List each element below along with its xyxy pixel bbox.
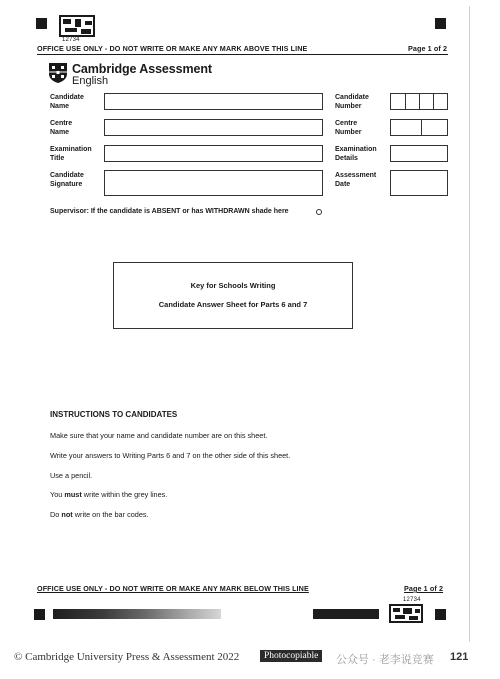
centre-name-label: Centre Name (50, 120, 73, 136)
instruction-line-1: Make sure that your name and candidate number are on this sheet. (50, 431, 268, 440)
logo-title: Cambridge Assessment (72, 62, 212, 76)
instruction-line-5 (50, 510, 149, 519)
absent-withdrawn-radio[interactable] (316, 209, 322, 215)
watermark-text: 公众号 · 老李说竞赛 (336, 654, 434, 666)
timing-bar-right (313, 609, 379, 619)
office-use-line-top (37, 44, 307, 53)
barcode-number-top: 12734 (62, 37, 80, 43)
copyright-notice: © Cambridge University Press & Assessment 2022 (14, 651, 240, 663)
centre-number-label: Centre Number (335, 120, 362, 136)
instruction-line-4 (50, 490, 167, 499)
candidate-name-label: Candidate Name (50, 94, 84, 110)
test-title: Key for Schools Writing (190, 281, 276, 290)
office-use-text-bottom: OFFICE USE ONLY - DO NOT WRITE OR MAKE ANY MARK BELOW THIS LINE (37, 584, 309, 593)
instruction-line-4-post: write within the grey lines. (81, 490, 168, 499)
instruction-line-3: Use a pencil. (50, 471, 93, 480)
test-subtitle: Candidate Answer Sheet for Parts 6 and 7 (158, 300, 308, 309)
candidate-number-field[interactable] (390, 93, 448, 110)
page-number: 121 (450, 651, 469, 663)
top-divider-line (37, 54, 448, 55)
office-use-line-bottom (37, 584, 309, 593)
logo-subtitle: English (72, 75, 109, 87)
barcode-top (59, 15, 95, 37)
registration-mark-top-right (435, 18, 446, 29)
registration-mark-top-left (36, 18, 47, 29)
candidate-number-label: Candidate Number (335, 94, 369, 110)
centre-number-field[interactable] (390, 119, 448, 136)
registration-mark-bottom-left (34, 609, 45, 620)
page-label-bottom-text: Page 1 of 2 (404, 584, 444, 593)
photocopiable-badge: Photocopiable (260, 650, 322, 662)
assessment-date-field[interactable] (390, 170, 448, 196)
instructions-heading: INSTRUCTIONS TO CANDIDATES (50, 410, 178, 419)
page-label-bottom (404, 584, 443, 593)
registration-mark-bottom-right (435, 609, 446, 620)
instruction-line-4-emphasis: must (64, 490, 82, 499)
test-title-box (113, 262, 353, 329)
timing-bar-left (53, 609, 221, 619)
centre-name-field[interactable] (104, 119, 323, 136)
examination-details-label: Examination Details (335, 146, 377, 162)
instruction-line-5-pre: Do (50, 510, 62, 519)
candidate-signature-field[interactable] (104, 170, 323, 196)
barcode-number-bottom: 12734 (403, 597, 421, 603)
supervisor-note: Supervisor: If the candidate is ABSENT or has WITHDRAWN shade here (50, 208, 289, 215)
instruction-line-2: Write your answers to Writing Parts 6 and 7 on the other side of this sheet. (50, 451, 291, 460)
instruction-line-4-pre: You (50, 490, 65, 499)
cambridge-crest-icon (48, 62, 68, 84)
examination-title-label: Examination Title (50, 146, 92, 162)
instruction-line-5-emphasis: not (61, 510, 73, 519)
examination-details-field[interactable] (390, 145, 448, 162)
candidate-name-field[interactable] (104, 93, 323, 110)
instruction-line-5-post: write on the bar codes. (72, 510, 149, 519)
barcode-bottom (389, 604, 423, 623)
page-label-top: Page 1 of 2 (408, 44, 448, 53)
examination-title-field[interactable] (104, 145, 323, 162)
assessment-date-label: Assessment Date (335, 172, 377, 188)
office-use-text-top: OFFICE USE ONLY - DO NOT WRITE OR MAKE ANY MARK ABOVE THIS LINE (37, 44, 308, 53)
candidate-signature-label: Candidate Signature (50, 172, 84, 188)
